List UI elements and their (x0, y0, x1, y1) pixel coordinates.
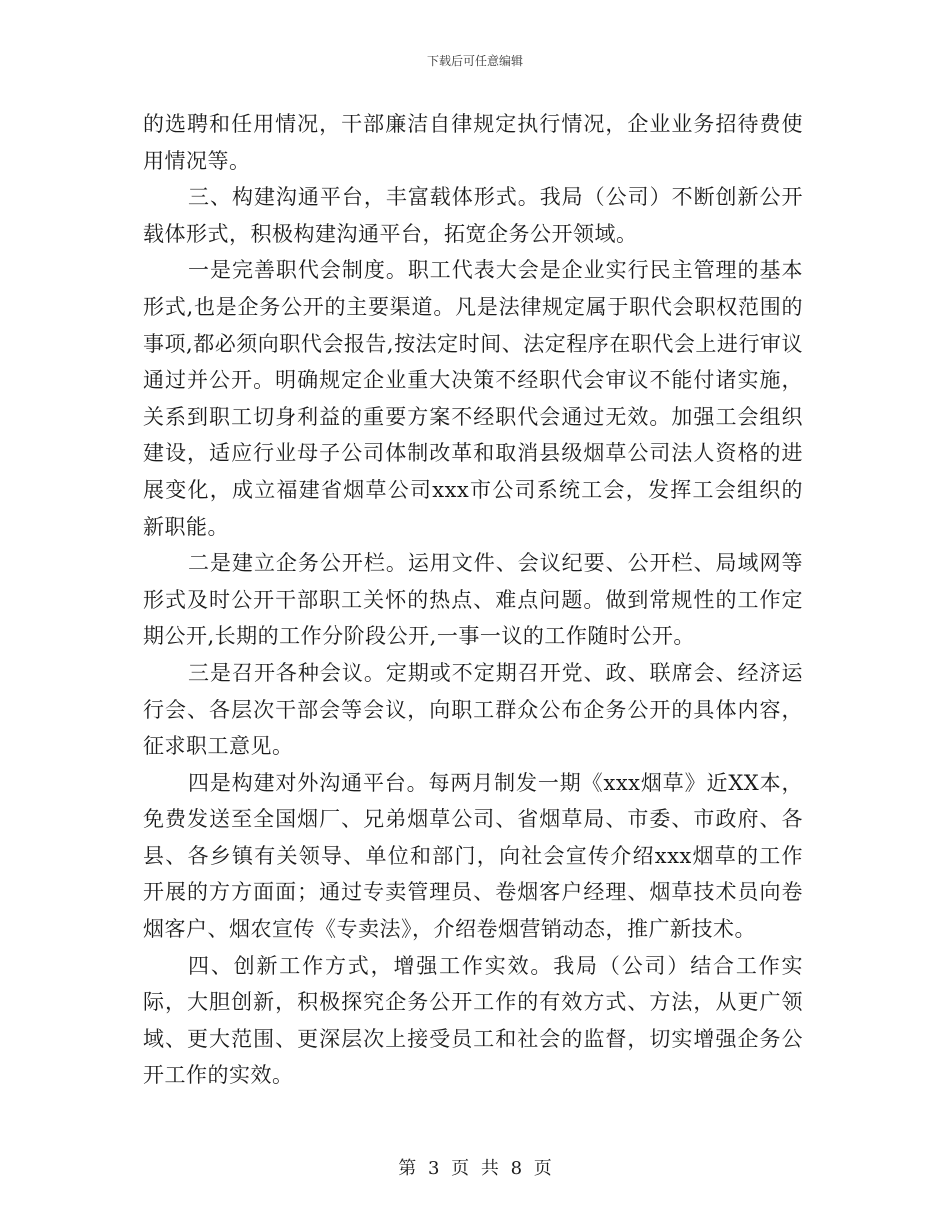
paragraph-point-three: 三是召开各种会议。定期或不定期召开党、政、联席会、经济运行会、各层次干部会等会议，向职工群众公布企务公开的具体内容，征求职工意见。 (143, 660, 803, 759)
document-body (143, 106, 803, 1094)
paragraph-point-one: 一是完善职代会制度。职工代表大会是企业实行民主管理的基本形式,也是企务公开的主要渠道。凡是法律规定属于职代会职权范围的事项,都必须向职代会报告,按法定时间、法定程序在职代会上进行审议通过并公开。明确规定企业重大决策不经职代会审议不能付诸实施，关系到职工切身利益的重要方案不经职代会通过无效。加强工会组织建设，适应行业母子公司体制改革和取消县级烟草公司法人资格的进展变化，成立福建省烟草公司xxx市公司系统工会，发挥工会组织的新职能。 (143, 258, 803, 539)
page-number: 第 3 页 共 8 页 (398, 1158, 552, 1179)
paragraph-point-two: 二是建立企务公开栏。运用文件、会议纪要、公开栏、局域网等形式及时公开干部职工关怀的热点、难点问题。做到常规性的工作定期公开,长期的工作分阶段公开,一事一议的工作随时公开。 (143, 551, 803, 649)
page-header: 下载后可任意编辑 (426, 54, 523, 68)
paragraph-point-four: 四是构建对外沟通平台。每两月制发一期《xxx烟草》近XX本，免费发送至全国烟厂、兄弟烟草公司、省烟草局、市委、市政府、各县、各乡镇有关领导、单位和部门，向社会宣传介绍xxx烟草的工作开展的方方面面；通过专卖管理员、卷烟客户经理、烟草技术员向卷烟客户、烟农宣传《专卖法》，介绍卷烟营销动态，推广新技术。 (143, 770, 803, 942)
paragraph-section-three: 三、构建沟通平台，丰富载体形式。我局（公司）不断创新公开载体形式，积极构建沟通平台，拓宽企务公开领域。 (143, 185, 803, 246)
paragraph-continuation: 的选聘和任用情况，干部廉洁自律规定执行情况，企业业务招待费使用情况等。 (143, 112, 803, 173)
paragraph-section-four: 四、创新工作方式，增强工作实效。我局（公司）结合工作实际，大胆创新，积极探究企务公开工作的有效方式、方法，从更广领域、更大范围、更深层次上接受员工和社会的监督，切实增强企务公开工作的实效。 (143, 953, 803, 1088)
